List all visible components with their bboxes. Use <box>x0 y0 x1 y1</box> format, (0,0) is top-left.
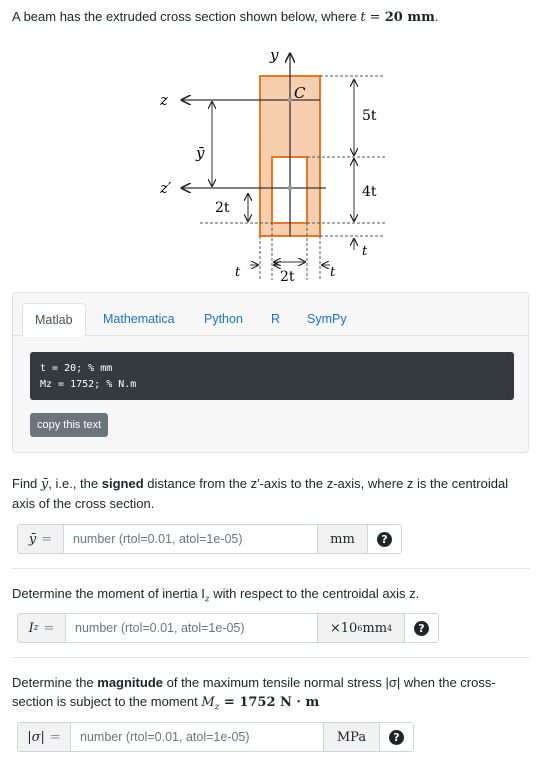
tab-matlab[interactable]: Matlab <box>22 303 86 337</box>
help-icon[interactable]: ? <box>377 532 392 547</box>
code-line: Mz = 1752; % N.m <box>40 379 137 390</box>
intro-value: 20 mm <box>384 10 435 25</box>
q1-text-after: distance from the z′-axis to the z-axis, where z is the centroidal axis of the cross section. <box>12 476 509 511</box>
centroid-label: C <box>294 84 306 102</box>
ybar-input-group <box>17 524 402 554</box>
dim-t-bottom-right: t <box>330 265 336 280</box>
z-axis-label: z <box>160 91 168 109</box>
q3-moment-val: = 1752 N · m <box>219 695 320 710</box>
dim-5t: 5t <box>362 108 377 124</box>
intro-eq: = <box>365 10 385 25</box>
language-tabs <box>13 293 528 336</box>
dim-2t-left: 2t <box>215 200 230 216</box>
sigma-unit: MPa <box>323 723 379 751</box>
question-sigma <box>12 673 532 718</box>
iz-unit: ×10 6 mm 4 <box>317 614 404 642</box>
q1-sym: ȳ <box>40 477 49 492</box>
ybar-input[interactable]: number (rtol=0.01, atol=1e-05) <box>73 532 243 546</box>
sigma-input-group <box>17 722 414 752</box>
dim-t-bottom-left: t <box>235 265 241 280</box>
cross-section-diagram <box>130 40 410 290</box>
sigma-input[interactable]: number (rtol=0.01, atol=1e-05) <box>80 730 250 744</box>
question-ybar <box>12 474 532 513</box>
dim-t-right: t <box>362 244 368 259</box>
ybar-help[interactable] <box>367 525 401 553</box>
code-card <box>12 292 529 453</box>
question-iz <box>12 584 532 610</box>
q3-text: Determine the <box>12 675 98 690</box>
q1-bold: signed <box>101 476 144 491</box>
q3-moment-sub: z <box>214 702 220 713</box>
ybar-label: ȳ <box>196 144 205 162</box>
divider <box>12 568 530 569</box>
code-block <box>30 352 514 400</box>
intro-suffix: . <box>434 9 439 24</box>
sigma-input-label: |σ| = <box>18 723 71 751</box>
y-axis-label: y <box>270 46 279 64</box>
problem-intro <box>12 9 438 25</box>
q2-text: Determine the moment of inertia I <box>12 586 205 601</box>
iz-input-label: I z = <box>18 614 66 642</box>
dim-4t: 4t <box>362 184 377 200</box>
q3-bold: magnitude <box>97 675 163 690</box>
help-icon[interactable]: ? <box>389 730 404 745</box>
iz-input[interactable]: number (rtol=0.01, atol=1e-05) <box>75 621 245 635</box>
code-line: t = 20; % mm <box>40 363 113 374</box>
q3-text-after: of the maximum tensile normal stress |σ| when the cross-section is subject to the moment <box>12 675 496 709</box>
q1-text-mid: , i.e., the <box>48 476 102 491</box>
tab-python[interactable]: Python <box>204 312 243 326</box>
ybar-unit: mm <box>317 525 367 553</box>
iz-input-group <box>17 613 439 643</box>
tab-mathematica[interactable]: Mathematica <box>103 312 175 326</box>
copy-button[interactable]: copy this text <box>30 413 108 437</box>
iz-help[interactable] <box>404 614 438 642</box>
q3-moment: M <box>201 695 215 710</box>
intro-text: A beam has the extruded cross section shown below, where <box>12 9 361 24</box>
q2-sub: z <box>204 594 210 605</box>
sigma-help[interactable] <box>379 723 413 751</box>
q2-text-after: with respect to the centroidal axis z. <box>209 586 420 601</box>
tab-sympy[interactable]: SymPy <box>307 312 347 326</box>
zprime-axis-label: z′ <box>160 179 172 197</box>
dim-2t-bottom: 2t <box>280 269 295 285</box>
q1-text: Find <box>12 476 41 491</box>
ybar-input-label: ȳ = <box>18 525 64 553</box>
divider <box>12 657 530 658</box>
help-icon[interactable]: ? <box>414 621 429 636</box>
tab-r[interactable]: R <box>271 312 281 326</box>
intro-var: t <box>360 10 366 25</box>
